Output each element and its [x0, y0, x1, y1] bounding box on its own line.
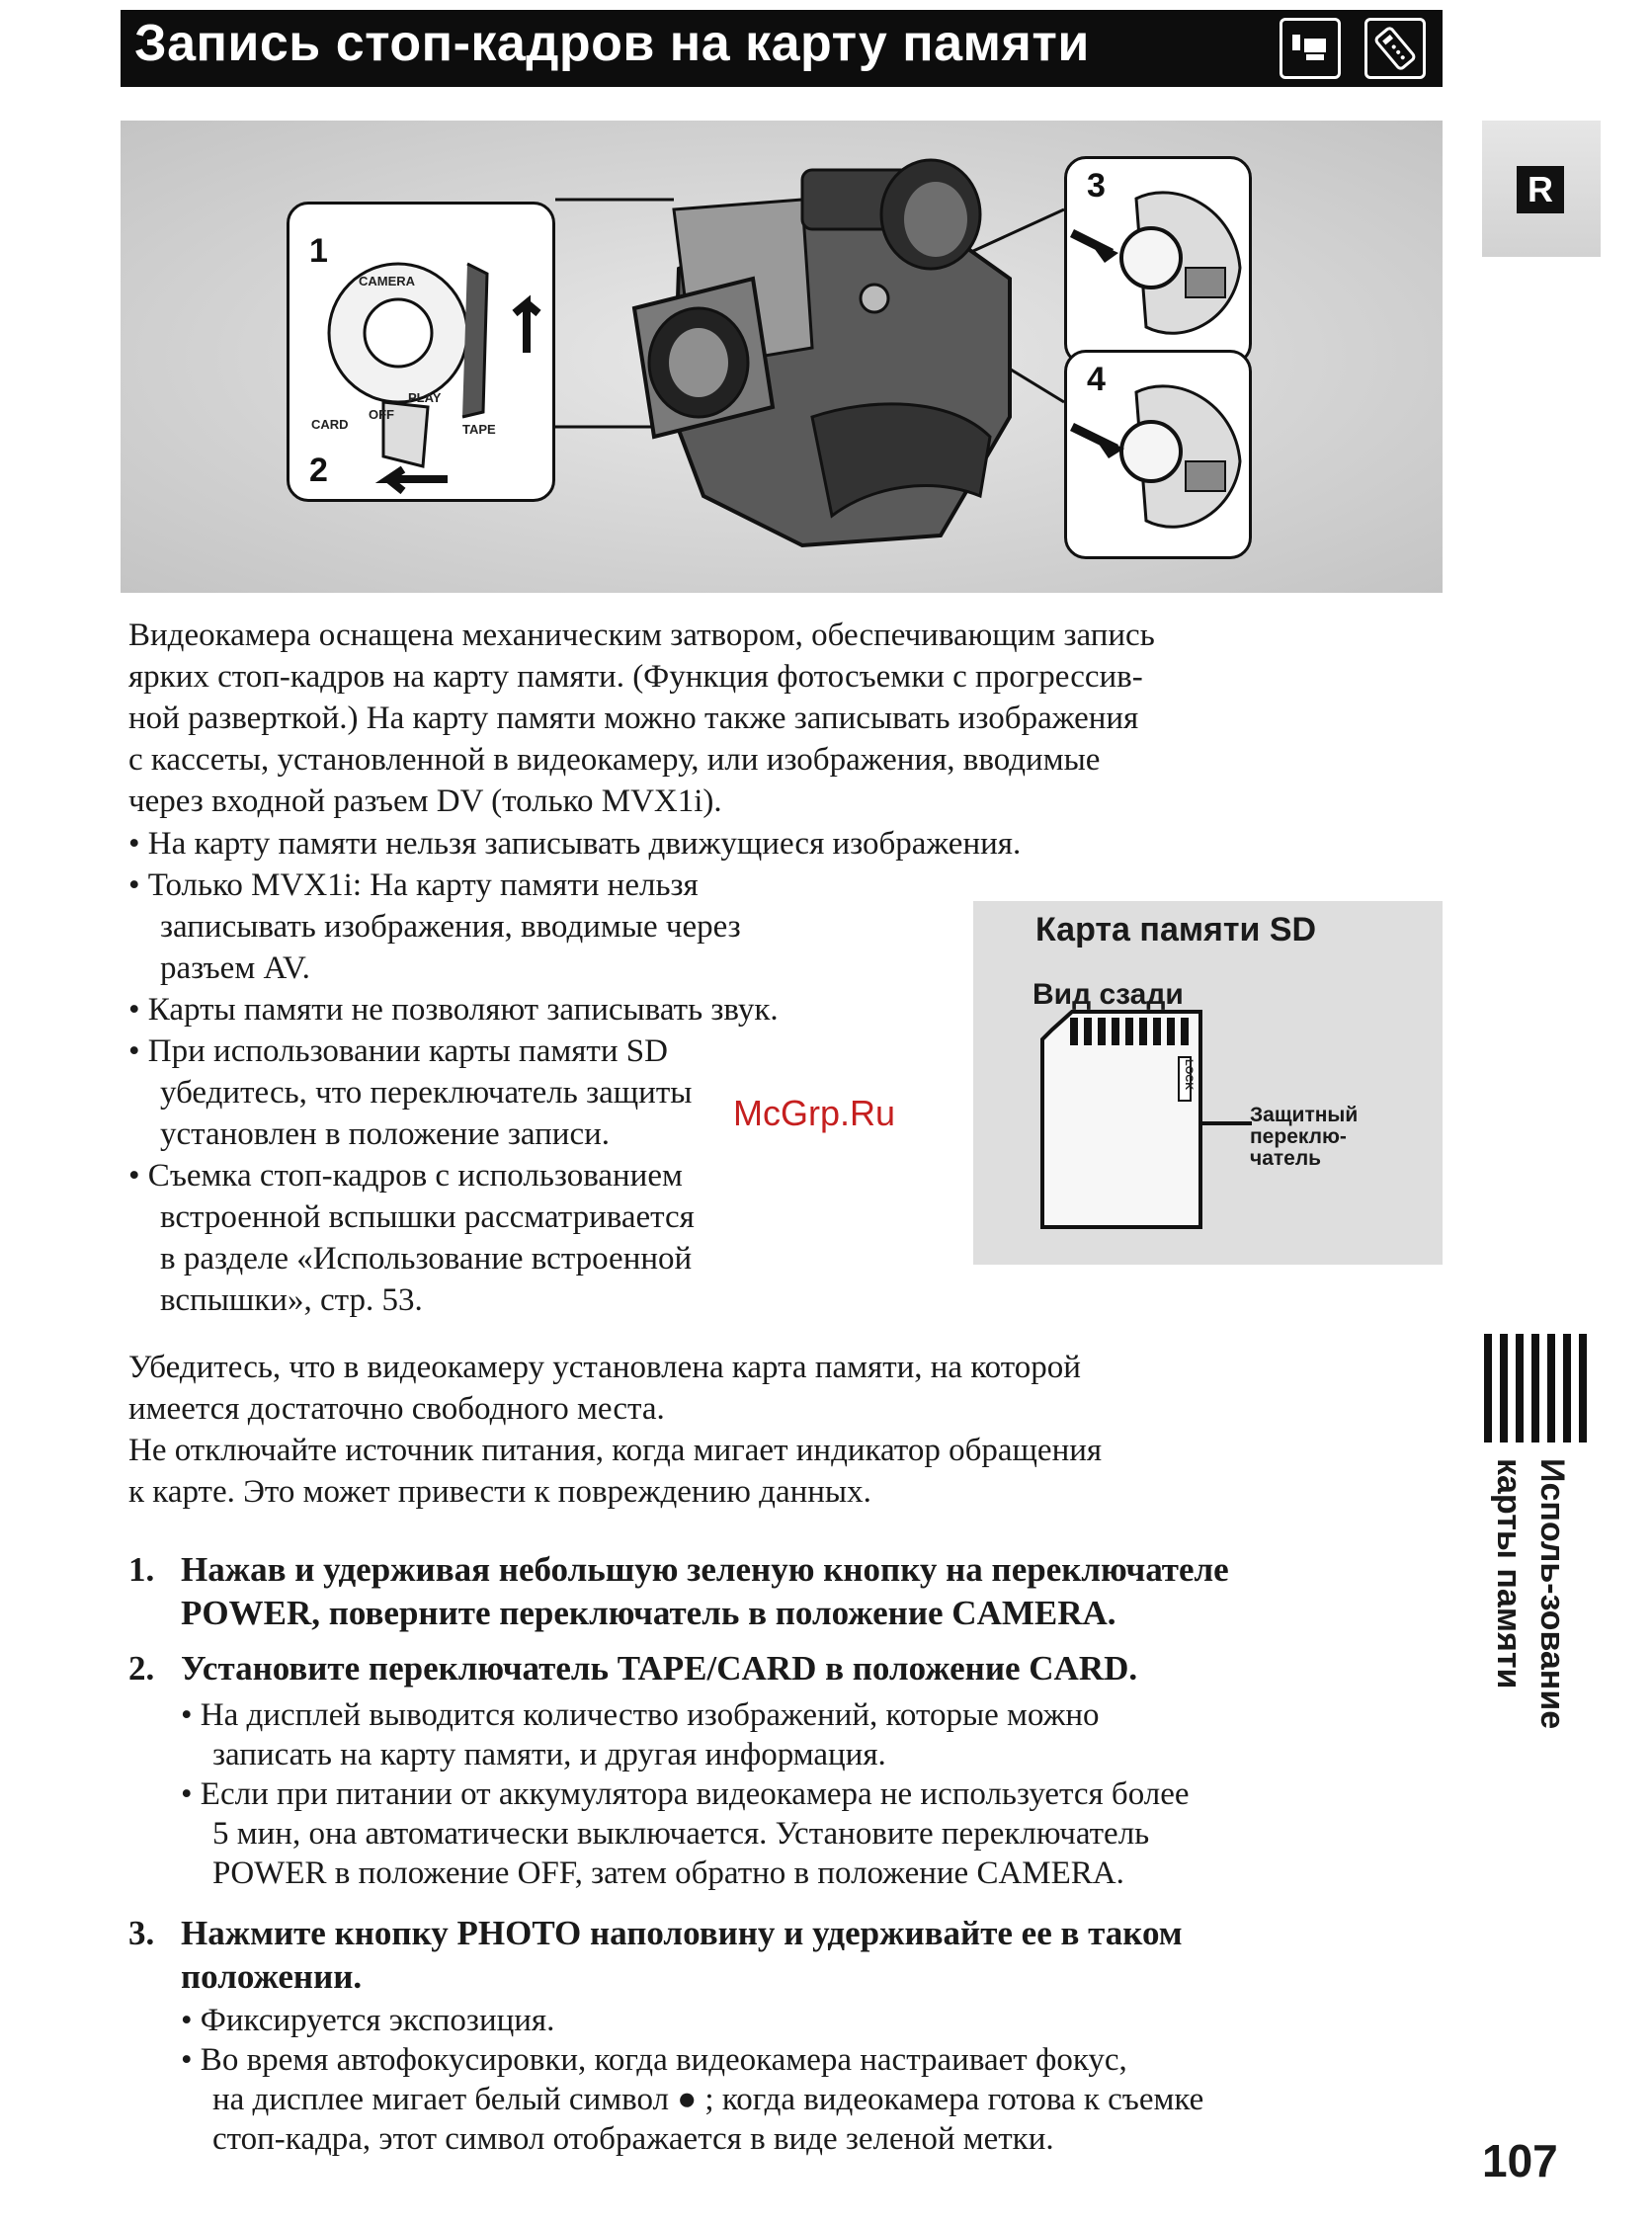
step-2-number: 2. [128, 1649, 155, 1688]
step-1-text: Нажав и удерживая небольшую зеленую кнопку на переключателе [181, 1550, 1229, 1589]
step-3-text: Нажмите кнопку PHOTO наполовину и удерживайте ее в таком [181, 1914, 1183, 1952]
bullet-item: встроенной вспышки рассматривается [160, 1199, 695, 1235]
bullet-item: • Съемка стоп-кадров с использованием [128, 1158, 683, 1194]
sd-card-figure [973, 901, 1443, 1265]
dial-card-label: CARD [311, 417, 349, 432]
sd-card-title: Карта памяти SD [1035, 911, 1317, 948]
step-1-text: POWER, поверните переключатель в положение CAMERA. [181, 1594, 1116, 1632]
bullet-item: записывать изображения, вводимые через [160, 909, 741, 945]
intro-line: ной разверткой.) На карту памяти можно также записывать изображения [128, 700, 1139, 736]
dial-play-label: PLAY [408, 390, 442, 405]
step-3-label: 3 [1087, 167, 1106, 205]
bullet-item: убедитесь, что переключатель защиты [160, 1075, 693, 1111]
step-2-text: Установите переключатель TAPE/CARD в положение CARD. [181, 1649, 1138, 1688]
step-3-sub: на дисплее мигает белый символ ● ; когда видеокамера готова к съемке [212, 2082, 1204, 2117]
power-dial-panel [287, 202, 555, 502]
page-number: 107 [1482, 2135, 1558, 2186]
language-letter: R [1517, 166, 1564, 213]
camcorder-illustration [121, 121, 1443, 593]
bullet-item: • При использовании карты памяти SD [128, 1033, 668, 1069]
intro-line: с кассеты, установленной в видеокамеру, или изображения, вводимые [128, 742, 1101, 778]
bullet-item: разъем AV. [160, 950, 310, 986]
step-1-label: 1 [309, 232, 328, 270]
section-label: Исполь-зование карты памяти [1490, 1458, 1571, 1730]
note-line: Не отключайте источник питания, когда мигает индикатор обращения [128, 1433, 1103, 1468]
step-3-text: положении. [181, 1957, 363, 1996]
dial-off-label: OFF [369, 407, 394, 422]
intro-line: через входной разъем DV (только MVX1i). [128, 783, 722, 819]
step-3-sub: • Во время автофокусировки, когда видеокамера настраивает фокус, [181, 2042, 1127, 2078]
intro-line: ярких стоп-кадров на карту памяти. (Функция фотосъемки с прогрессив- [128, 659, 1143, 695]
sd-card-subtitle: Вид сзади [1032, 978, 1184, 1011]
step-2-sub: записать на карту памяти, и другая информация. [212, 1737, 886, 1772]
step-3-sub: стоп-кадра, этот символ отображается в виде зеленой метки. [212, 2121, 1054, 2157]
step-2-sub: POWER в положение OFF, затем обратно в положение CAMERA. [212, 1855, 1124, 1891]
note-line: имеется достаточно свободного места. [128, 1391, 665, 1427]
step-3-number: 3. [128, 1914, 155, 1952]
photo-button-half-panel [1064, 156, 1252, 366]
bullet-item: в разделе «Использование встроенной [160, 1241, 693, 1277]
step-4-label: 4 [1087, 361, 1106, 398]
watermark: McGrp.Ru [733, 1093, 896, 1133]
step-1-number: 1. [128, 1550, 155, 1589]
note-line: к карте. Это может привести к повреждению данных. [128, 1474, 871, 1510]
step-3-sub: • Фиксируется экспозиция. [181, 2003, 555, 2038]
step-2-sub: 5 мин, она автоматически выключается. Установите переключатель [212, 1816, 1150, 1852]
sd-lock-label: Защитный переклю- чатель [1250, 1104, 1359, 1170]
note-line: Убедитесь, что в видеокамеру установлена карта памяти, на которой [128, 1350, 1081, 1385]
step-2-sub: • Если при питании от аккумулятора видеокамера не используется более [181, 1776, 1190, 1812]
dial-tape-label: TAPE [462, 422, 496, 437]
sd-lock-text: LOCK [1183, 1059, 1195, 1091]
intro-line: Видеокамера оснащена механическим затвором, обеспечивающим запись [128, 618, 1155, 653]
step-2-sub: • На дисплей выводится количество изображений, которые можно [181, 1697, 1100, 1733]
bullet-item: вспышки», стр. 53. [160, 1282, 423, 1318]
dial-camera-label: CAMERA [359, 274, 416, 288]
bullet-item: • Карты памяти не позволяют записывать звук. [128, 992, 779, 1028]
section-marker-bars [1474, 1334, 1591, 1442]
page-title: Запись стоп-кадров на карту памяти [134, 15, 1090, 72]
camcorder-body [634, 160, 1010, 545]
bullet-item: установлен в положение записи. [160, 1116, 611, 1152]
photo-button-full-panel [1064, 350, 1252, 559]
remote-control-icon [1364, 18, 1426, 79]
step-2-label: 2 [309, 452, 328, 489]
camera-mode-icon [1280, 18, 1341, 79]
bullet-item: • На карту памяти нельзя записывать движущиеся изображения. [128, 826, 1022, 862]
bullet-item: • Только MVX1i: На карту памяти нельзя [128, 867, 699, 903]
